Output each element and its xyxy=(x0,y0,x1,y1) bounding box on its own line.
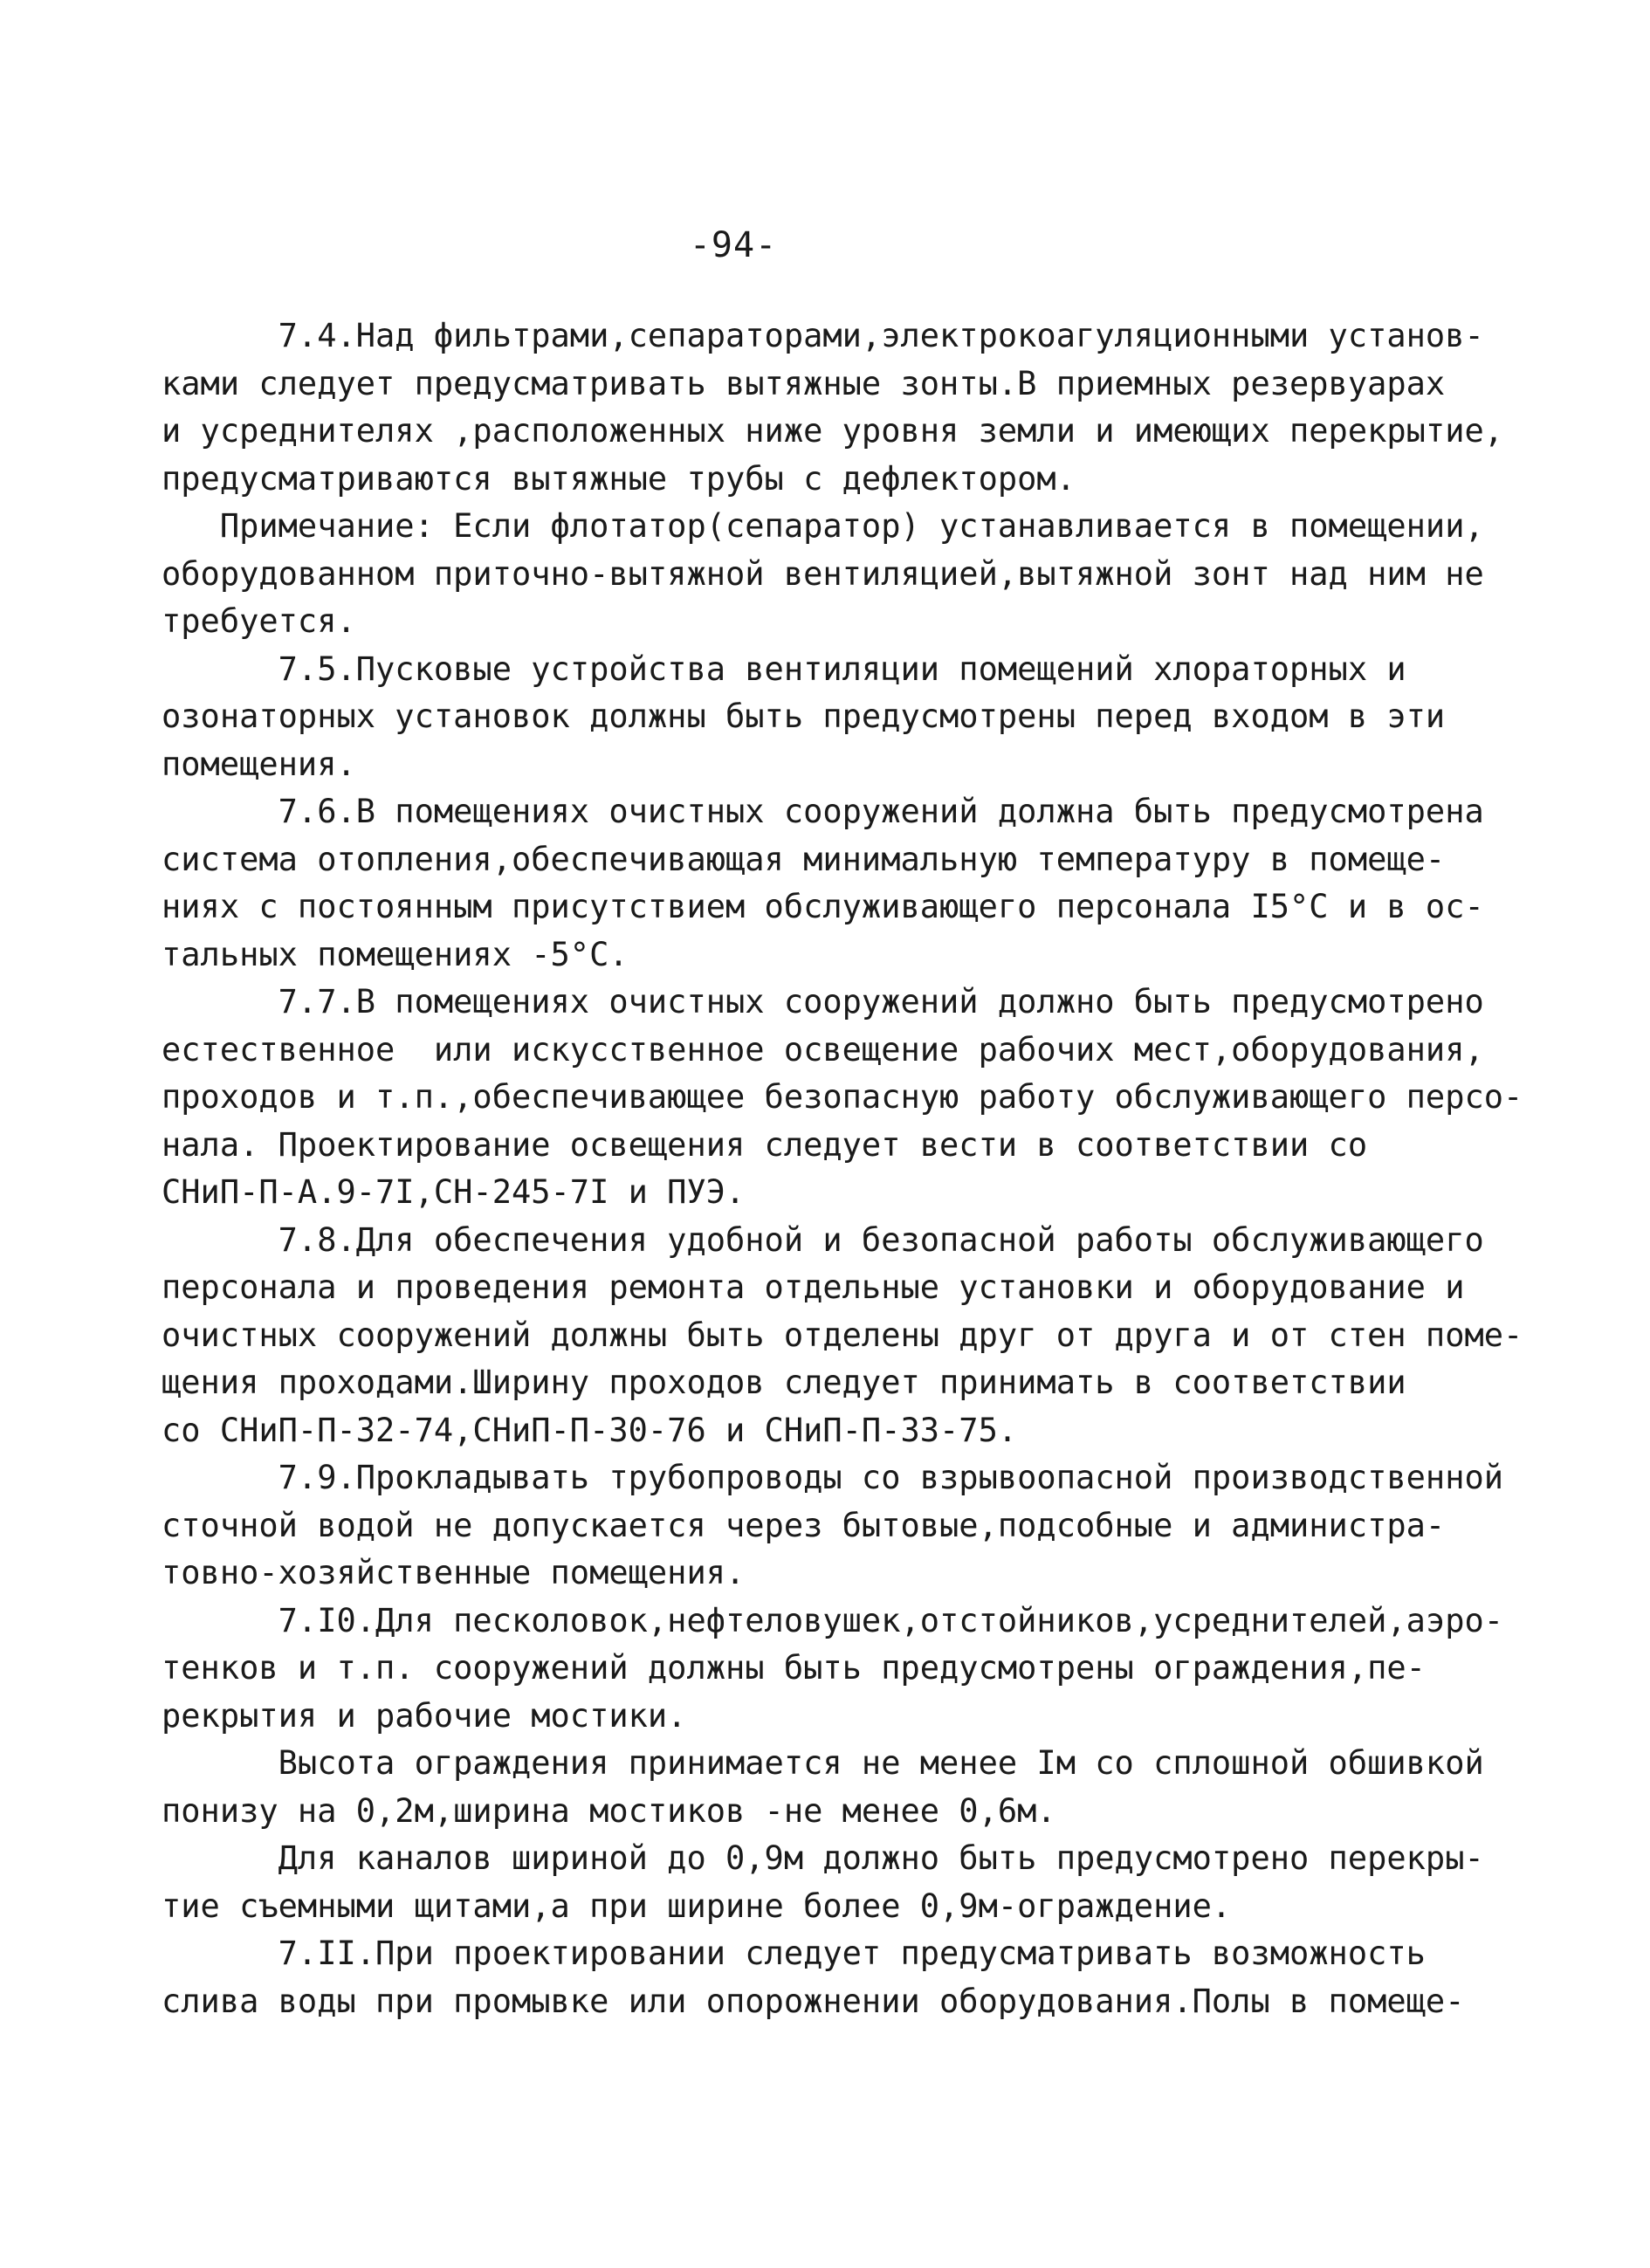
text-line: помещения. xyxy=(162,745,356,783)
text-line: рекрытия и рабочие мостики. xyxy=(162,1696,687,1735)
text-line: нала. Проектирование освещения следует вести в соответствии со xyxy=(162,1125,1368,1164)
text-line: 7.4.Над фильтрами,сепараторами,электрокоагуляционными установ- xyxy=(162,317,1484,354)
text-line: 7.I0.Для песколовок,нефтеловушек,отстойников,усреднителей,аэро- xyxy=(162,1601,1504,1639)
text-line: проходов и т.п.,обеспечивающее безопасную работу обслуживающего персо- xyxy=(162,1078,1523,1116)
text-line: слива воды при промывке или опорожнении оборудования.Полы в помеще- xyxy=(162,1982,1465,2020)
text-line: Для каналов шириной до 0,9м должно быть предусмотрено перекры- xyxy=(162,1839,1484,1877)
text-line: естественное или искусственное освещение рабочих мест,оборудования, xyxy=(162,1030,1484,1069)
text-line: ниях с постоянным присутствием обслуживающего персонала I5°С и в ос- xyxy=(162,888,1484,925)
text-line: тенков и т.п. сооружений должны быть предусмотрены ограждения,пе- xyxy=(162,1649,1426,1687)
text-line: тальных помещениях -5°С. xyxy=(162,935,629,973)
text-line: понизу на 0,2м,ширина мостиков -не менее 0,6м. xyxy=(162,1791,1056,1830)
text-line: тие съемными щитами,а при ширине более 0,9м-ограждение. xyxy=(162,1887,1232,1925)
text-line: 7.6.В помещениях очистных сооружений должна быть предусмотрена xyxy=(162,793,1484,830)
text-line: 7.8.Для обеспечения удобной и безопасной работы обслуживающего xyxy=(162,1220,1484,1259)
text-line: система отопления,обеспечивающая минимальную температуру в помеще- xyxy=(162,840,1446,878)
text-line: щения проходами.Ширину проходов следует принимать в соответствии xyxy=(162,1364,1406,1401)
text-line: и усреднителях ,расположенных ниже уровня земли и имеющих перекрытие, xyxy=(162,412,1504,450)
text-line: 7.5.Пусковые устройства вентиляции помещений хлораторных и xyxy=(162,649,1406,688)
text-line: СНиП-П-А.9-7I,СН-245-7I и ПУЭ. xyxy=(162,1173,746,1211)
text-line: персонала и проведения ремонта отдельные установки и оборудование и xyxy=(162,1268,1465,1306)
text-line: 7.II.При проектировании следует предусматривать возможность xyxy=(162,1935,1426,1972)
text-line: предусматриваются вытяжные трубы с дефлектором. xyxy=(162,459,1076,498)
text-line: Примечание: Если флотатор(сепаратор) устанавливается в помещении, xyxy=(162,507,1484,545)
text-line: 7.9.Прокладывать трубопроводы со взрывоопасной производственной xyxy=(162,1459,1504,1496)
text-line: очистных сооружений должны быть отделены друг от друга и от стен поме- xyxy=(162,1316,1523,1354)
text-line: товно-хозяйственные помещения. xyxy=(162,1554,746,1591)
text-line: озонаторных установок должны быть предусмотрены перед входом в эти xyxy=(162,698,1446,735)
text-line: оборудованном приточно-вытяжной вентиляцией,вытяжной зонт над ним не xyxy=(162,554,1484,593)
text-line: Высота ограждения принимается не менее Iм со сплошной обшивкой xyxy=(162,1744,1484,1782)
document-body xyxy=(162,313,1523,2025)
page-number: -94- xyxy=(689,225,778,265)
text-line: 7.7.В помещениях очистных сооружений должно быть предусмотрено xyxy=(162,983,1484,1021)
text-line: сточной водой не допускается через бытовые,подсобные и администра- xyxy=(162,1506,1446,1544)
text-line: требуется. xyxy=(162,602,356,640)
text-line: со СНиП-П-32-74,СНиП-П-30-76 и СНиП-П-33-75. xyxy=(162,1411,1018,1449)
text-line: ками следует предусматривать вытяжные зонты.В приемных резервуарах xyxy=(162,364,1446,402)
